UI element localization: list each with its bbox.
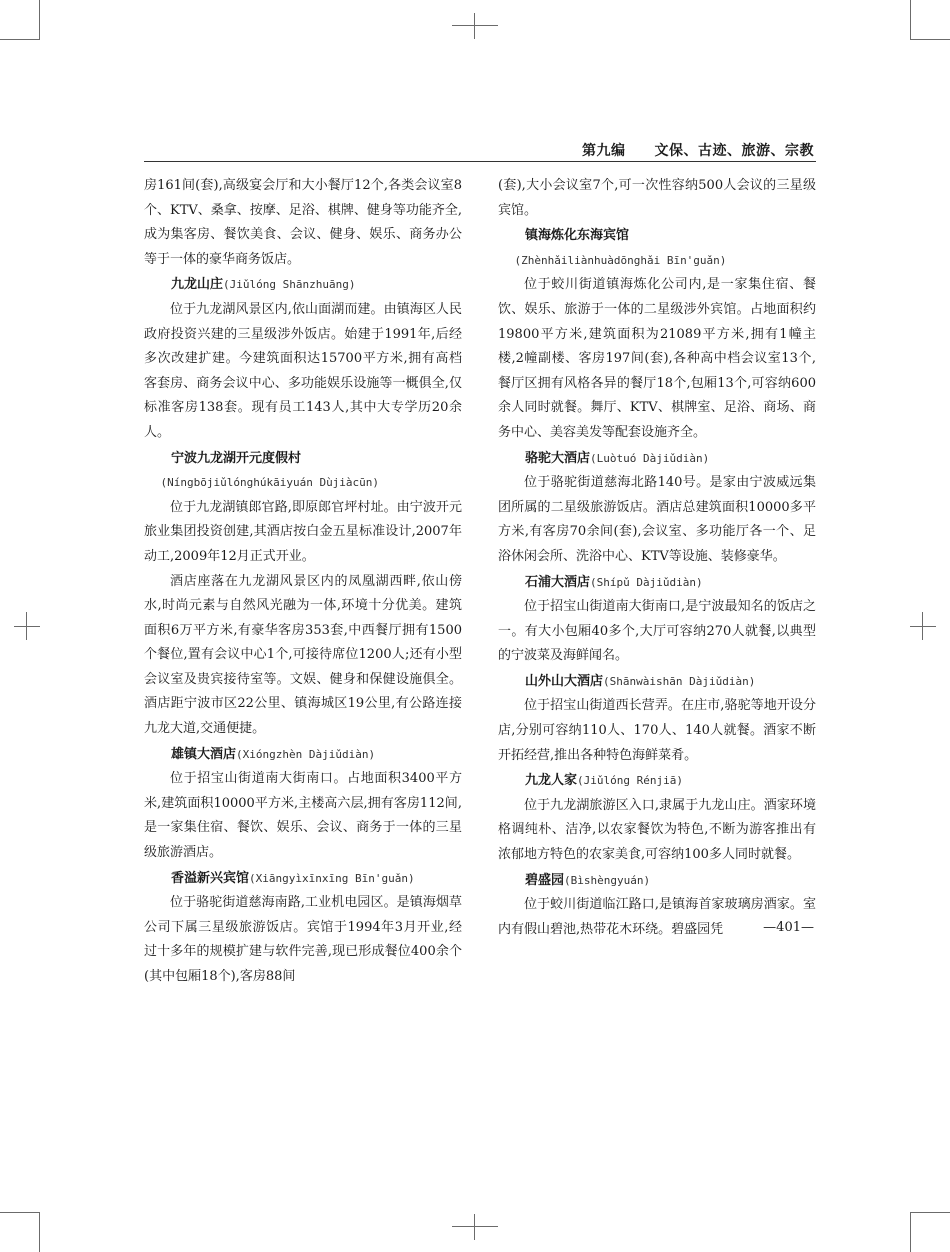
body-paragraph: 位于招宝山街道南大街南口,是宁波最知名的饭店之一。有大小包厢40多个,大厅可容纳270人就餐,以典型的宁波菜及海鲜闻名。: [498, 599, 816, 664]
entry-heading: [144, 272, 462, 298]
entry-title: 香溢新兴宾馆: [171, 870, 250, 886]
page-number: —401—: [763, 920, 814, 935]
entry-pinyin: (Shípǔ Dàjiǔdiàn): [590, 575, 703, 589]
body-paragraph: (套),大小会议室7个,可一次性容纳500人会议的三星级宾馆。: [498, 178, 816, 218]
entry-heading: [498, 768, 816, 794]
body-paragraph: 位于骆驼街道慈海南路,工业机电园区。是镇海烟草公司下属三星级旅游饭店。宾馆于1994年3月开业,经过十多年的规模扩建与软件完善,现已形成餐位400余个(其中包厢18个),客房88间: [144, 895, 462, 984]
header-rule: [144, 161, 816, 162]
body-paragraph: 位于招宝山街道西长营弄。在庄市,骆驼等地开设分店,分别可容纳110人、170人、140人就餐。酒家不断开拓经营,推出各种特色海鲜菜肴。: [498, 698, 816, 763]
entry-pinyin: (Jiǔlóng Shānzhuāng): [223, 278, 356, 292]
crop-mark: [910, 1212, 911, 1252]
registration-mark: [922, 612, 923, 640]
entry-title: 九龙山庄: [171, 277, 224, 293]
entry-heading: [144, 446, 462, 472]
entry-title: 碧盛园: [525, 872, 565, 888]
registration-mark: [452, 1226, 498, 1227]
entry-title: 雄镇大酒店: [171, 746, 237, 762]
right-column: [498, 174, 816, 942]
crop-mark: [39, 0, 40, 40]
entry-title: 镇海炼化东海宾馆: [525, 228, 630, 244]
entry-pinyin: (Níngbōjiǔlónghúkāiyuán Dùjiàcūn): [160, 476, 380, 490]
registration-mark: [452, 25, 498, 26]
crop-mark: [39, 1212, 40, 1252]
body-paragraph: 位于骆驼街道慈海北路140号。是家由宁波威远集团所属的二星级旅游饭店。酒店总建筑面积10000多平方米,有客房70余间(套),会议室、多功能厅各一个、足浴休闲会所、洗浴中心、KTV等设施、装修豪华。: [498, 475, 816, 564]
entry-pinyin: (Luòtuó Dàjiǔdiàn): [590, 451, 710, 465]
entry-pinyin: (Zhènhǎiliànhuàdōnghǎi Bīn'guǎn): [514, 253, 727, 267]
entry-pinyin: (Xióngzhèn Dàjiǔdiàn): [236, 747, 376, 761]
body-paragraph: 位于九龙湖风景区内,依山面湖而建。由镇海区人民政府投资兴建的三星级涉外饭店。始建于1991年,后经多次改建扩建。今建筑面积达15700平方米,拥有高档客套房、商务会议中心、多功能娱乐设施等一概俱全,仅标准客房138套。现有员工143人,其中大专学历20余人。: [144, 301, 462, 440]
crop-mark: [0, 39, 40, 40]
body-paragraph: 位于九龙湖镇郎官路,即原郎官坪村址。由宁波开元旅业集团投资创建,其酒店按白金五星标准设计,2007年动工,2009年12月正式开业。: [144, 499, 462, 564]
body-paragraph: 位于招宝山街道南大街南口。占地面积3400平方米,建筑面积10000平方米,主楼高六层,拥有客房112间,是一家集住宿、餐饮、娱乐、会议、商务于一体的三星级旅游酒店。: [144, 771, 462, 861]
entry-heading: [144, 742, 462, 768]
left-column: [144, 174, 462, 990]
entry-title: 宁波九龙湖开元度假村: [171, 450, 302, 466]
registration-mark: [474, 13, 475, 39]
body-paragraph: 酒店座落在九龙湖风景区内的凤凰湖西畔,依山傍水,时尚元素与自然风光融为一体,环境十分优美。建筑面积6万平方米,有豪华客房353套,中西餐厅拥有1500个餐位,置有会议中心1个,可接待席位1200人;还有小型会议室及贵宾接待室等。文娱、健身和保健设施俱全。酒店距宁波市区22公里、镇海城区19公里,有公路连接九龙大道,交通便捷。: [144, 573, 462, 737]
body-paragraph: 位于蛟川街道临江路口,是镇海首家玻璃房酒家。室内有假山碧池,热带花木环绕。碧盛园凭: [498, 897, 816, 937]
body-paragraph: 位于九龙湖旅游区入口,隶属于九龙山庄。酒家环境格调纯朴、洁净,以农家餐饮为特色,不断为游客推出有浓郁地方特色的农家美食,可容纳100多人同时就餐。: [498, 797, 816, 863]
entry-title: 九龙人家: [525, 773, 578, 789]
entry-title: 骆驼大酒店: [525, 450, 591, 466]
entry-pinyin: (Xiāngyìxīnxīng Bīn'guǎn): [249, 871, 415, 885]
registration-mark: [26, 612, 27, 640]
entry-heading: [144, 866, 462, 892]
crop-mark: [910, 0, 911, 40]
registration-mark: [910, 626, 936, 627]
entry-pinyin: (Shānwàishān Dàjiǔdiàn): [603, 674, 756, 688]
entry-heading: [498, 669, 816, 695]
entry-heading: [498, 446, 816, 472]
entry-title: 山外山大酒店: [525, 673, 604, 689]
crop-mark: [910, 39, 950, 40]
body-paragraph: 位于蛟川街道镇海炼化公司内,是一家集住宿、餐饮、娱乐、旅游于一体的二星级涉外宾馆。占地面积约19800平方米,建筑面积为21089平方米,拥有1幢主楼,2幢副楼、客房197间(套),各种高中档会议室13个,餐厅区拥有风格各异的餐厅18个,包厢13个,可容纳600余人同时就餐。舞厅、KTV、棋牌室、足浴、商场、商务中心、美容美发等配套设施齐全。: [498, 277, 816, 440]
entry-heading: [498, 570, 816, 596]
entry-pinyin: (Jiǔlóng Rénjiā): [577, 774, 683, 788]
crop-mark: [910, 1212, 950, 1213]
entry-heading: [498, 868, 816, 894]
entry-pinyin: (Bìshèngyuán): [564, 873, 651, 887]
entry-title: 石浦大酒店: [525, 574, 591, 590]
registration-mark: [14, 626, 40, 627]
crop-mark: [0, 1212, 40, 1213]
entry-heading: [498, 223, 816, 249]
registration-mark: [474, 1214, 475, 1240]
running-header: 第九编 文保、古迹、旅游、宗教: [582, 143, 814, 159]
body-paragraph: 房161间(套),高级宴会厅和大小餐厅12个,各类会议室8个、KTV、桑拿、按摩、足浴、棋牌、健身等功能齐全,成为集客房、餐饮美食、会议、健身、娱乐、商务办公等于一体的豪华商务饭店。: [144, 178, 462, 267]
